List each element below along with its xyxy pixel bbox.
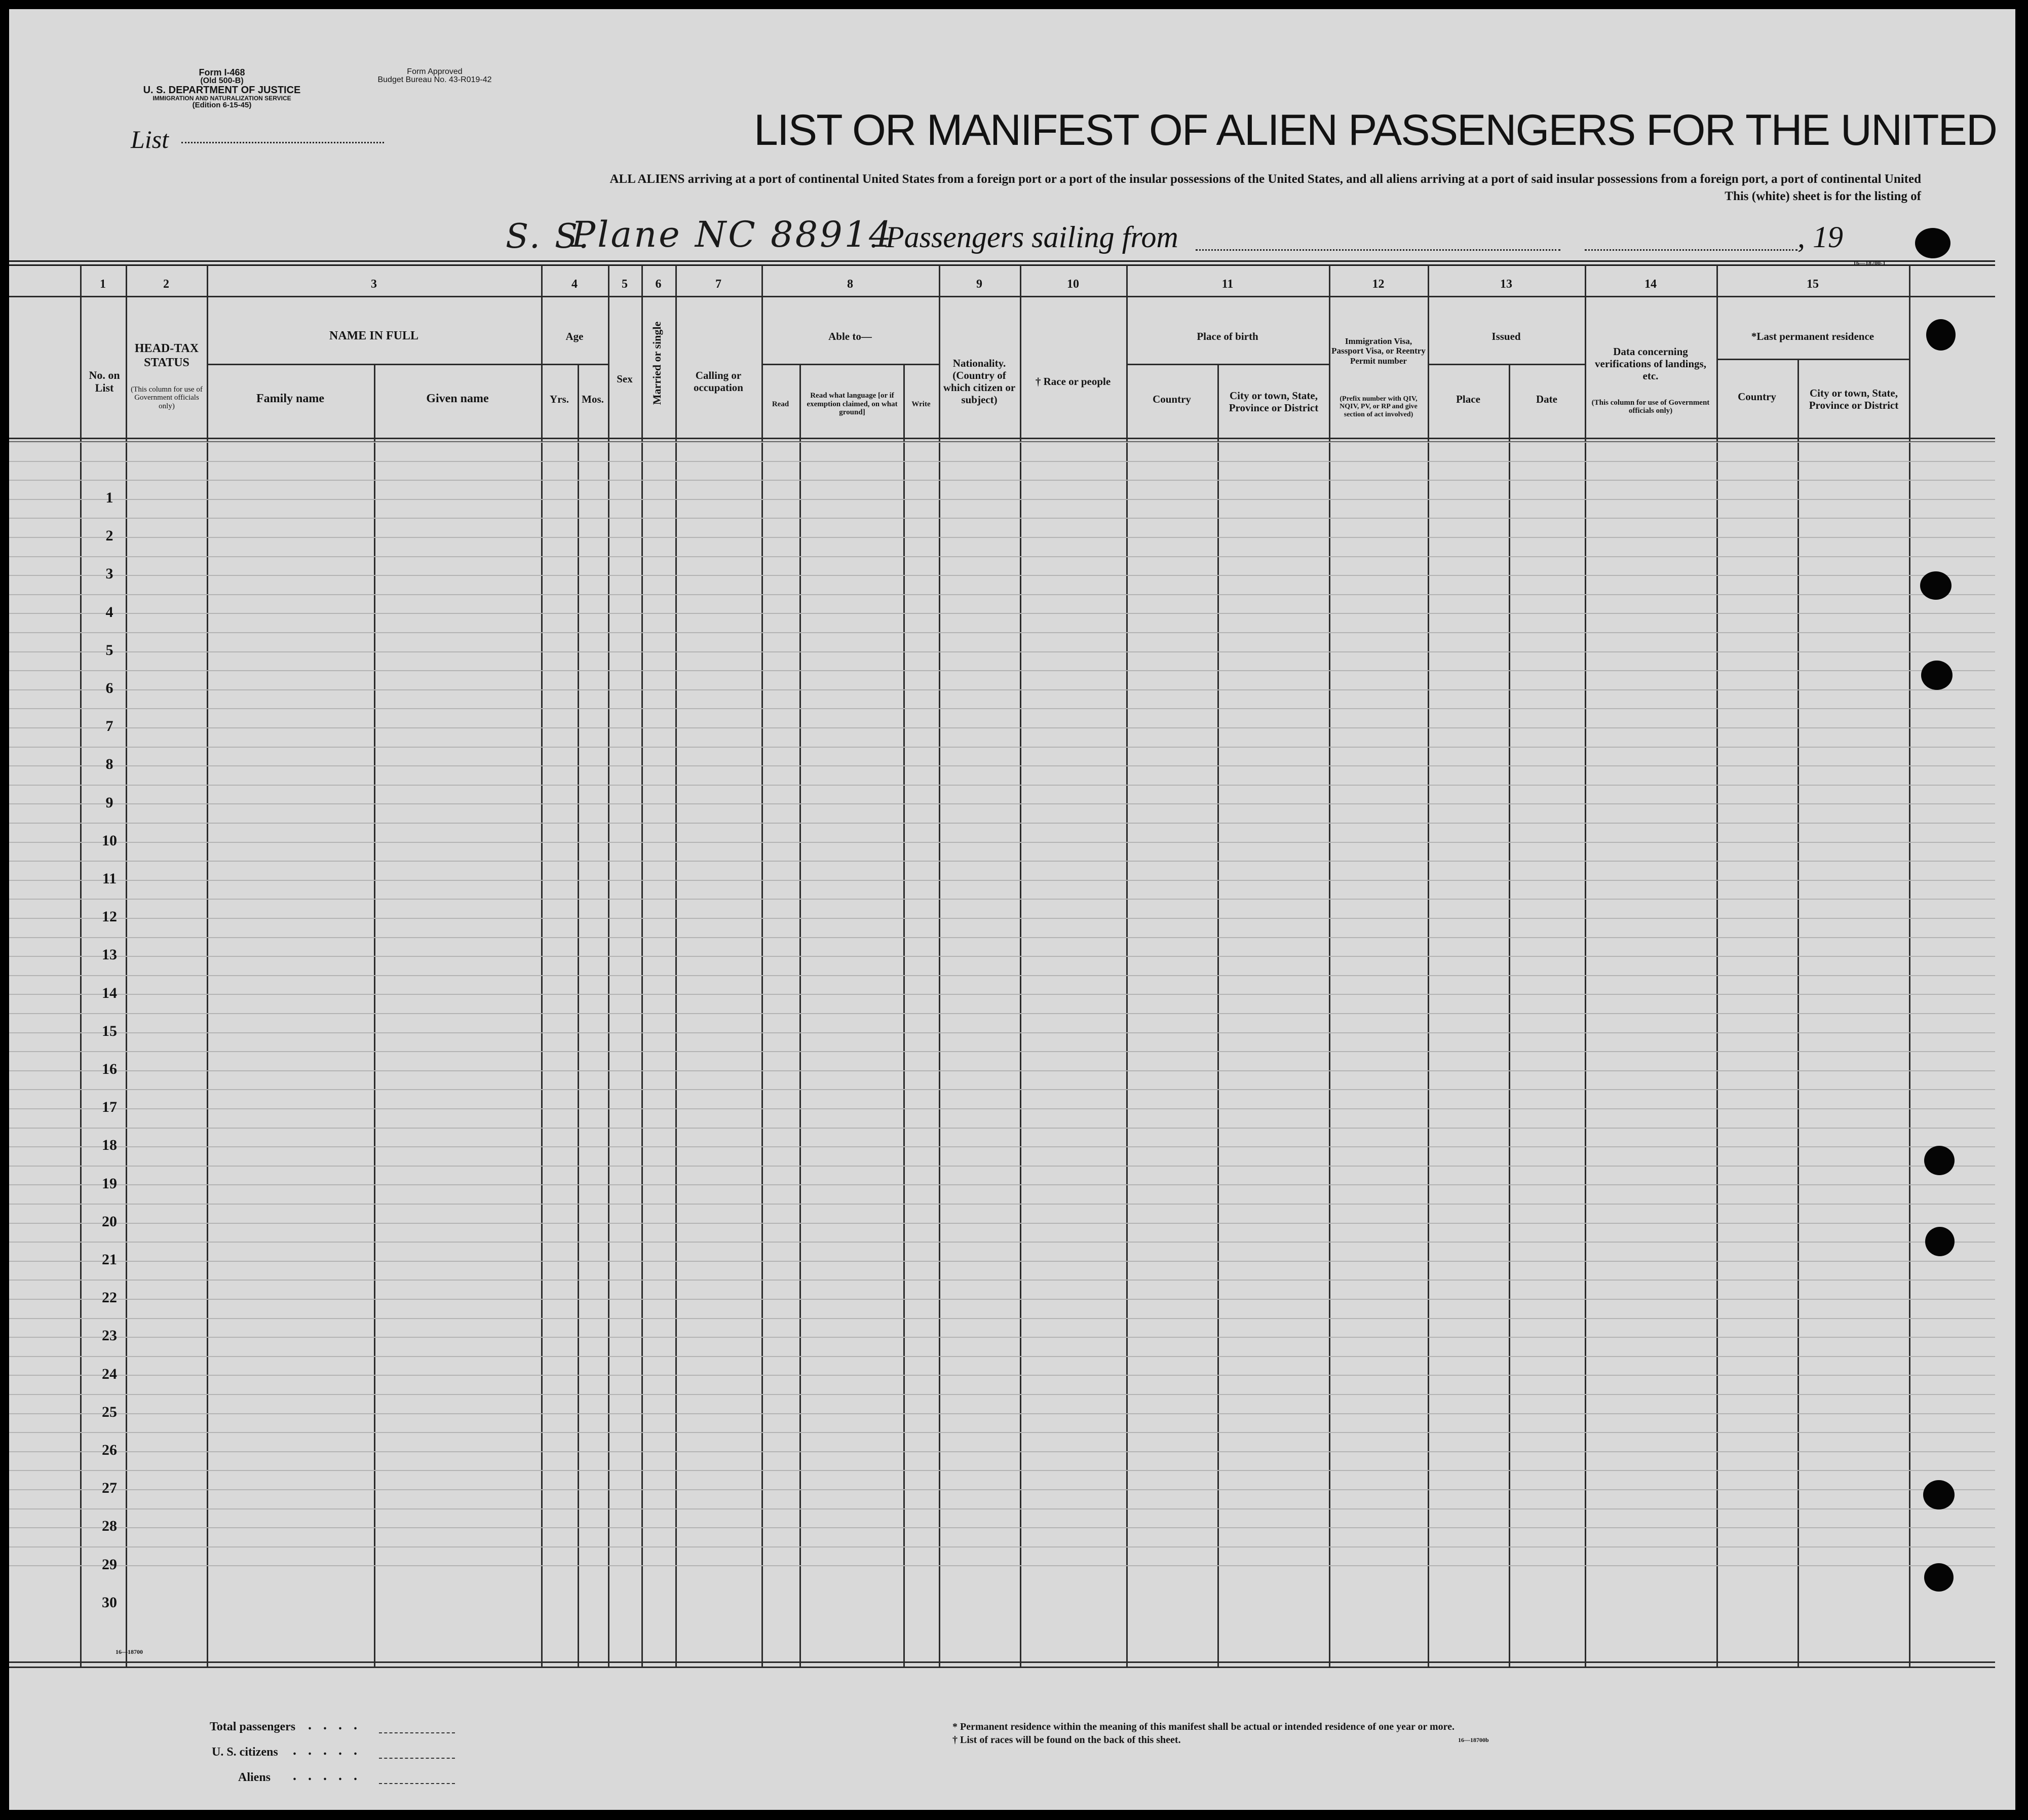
title-subline-1: ALL ALIENS arriving at a port of continental United States from a foreign port or a port of the insular possessions of the United States, and all aliens arriving at a port of said insular possessions from a foreign port, a port of continental United bbox=[609, 172, 1921, 186]
header-line bbox=[9, 296, 1995, 297]
ruled-line bbox=[9, 1070, 1995, 1071]
ruled-line bbox=[9, 899, 1995, 900]
col-line bbox=[1585, 265, 1586, 1668]
header-name-in-full: NAME IN FULL bbox=[329, 329, 418, 343]
ruled-line bbox=[9, 651, 1995, 652]
ruled-line bbox=[9, 727, 1995, 728]
col-line bbox=[80, 265, 82, 1668]
header-bottom-rule-2 bbox=[9, 264, 1995, 266]
row-number: 25 bbox=[102, 1404, 117, 1420]
ruled-line bbox=[9, 956, 1995, 957]
col-number-4: 4 bbox=[571, 278, 578, 291]
header-verifications-note: (This column for use of Government officials only) bbox=[1591, 398, 1710, 415]
ruled-line bbox=[9, 1128, 1995, 1129]
header-able-to: Able to— bbox=[828, 330, 872, 342]
header-bottom-line bbox=[9, 438, 1995, 439]
col-number-6: 6 bbox=[655, 278, 662, 291]
ruled-line bbox=[9, 1223, 1995, 1224]
ruled-line bbox=[9, 747, 1995, 748]
header-sub-line bbox=[761, 364, 939, 365]
row-number: 23 bbox=[102, 1327, 117, 1344]
header-residence-city: City or town, State, Province or District bbox=[1809, 386, 1899, 411]
ruled-line bbox=[9, 880, 1995, 881]
row-number: 11 bbox=[102, 870, 117, 887]
ruled-line bbox=[9, 823, 1995, 824]
col-number-12: 12 bbox=[1372, 278, 1385, 291]
punch-hole bbox=[1925, 1227, 1955, 1256]
ruled-line bbox=[9, 1337, 1995, 1338]
punch-hole bbox=[1921, 661, 1953, 690]
total-passengers-label: Total passengers bbox=[210, 1720, 296, 1733]
ruled-line bbox=[9, 1299, 1995, 1300]
row-number: 22 bbox=[102, 1289, 117, 1306]
ruled-line bbox=[9, 689, 1995, 690]
ruled-line bbox=[9, 1375, 1995, 1376]
row-number: 21 bbox=[102, 1251, 117, 1268]
col-line bbox=[374, 364, 375, 1668]
col-number-5: 5 bbox=[622, 278, 628, 291]
header-age-yrs: Yrs. bbox=[550, 393, 569, 405]
ruled-line bbox=[9, 708, 1995, 709]
title-subline-2: This (white) sheet is for the listing of bbox=[1725, 189, 1921, 203]
ruled-line bbox=[9, 1089, 1995, 1090]
total-passengers-dots: . . . . bbox=[308, 1717, 361, 1733]
ruled-line bbox=[9, 1565, 1995, 1566]
list-label: List bbox=[131, 125, 169, 153]
punch-hole bbox=[1926, 319, 1956, 351]
header-race: † Race or people bbox=[1035, 375, 1111, 388]
header-sub-line bbox=[207, 364, 608, 365]
col-line bbox=[1020, 265, 1021, 1668]
row-number: 2 bbox=[105, 527, 113, 544]
col-number-10: 10 bbox=[1067, 278, 1079, 291]
form-edition: (Edition 6-15-45) bbox=[192, 101, 252, 109]
header-last-residence: *Last permanent residence bbox=[1751, 330, 1874, 342]
col-line bbox=[1428, 265, 1429, 1668]
header-birth-city: City or town, State, Province or District bbox=[1229, 389, 1319, 414]
col-line bbox=[641, 265, 643, 1668]
col-line bbox=[1126, 265, 1128, 1668]
ruled-line bbox=[9, 575, 1995, 576]
header-write: Write bbox=[911, 400, 931, 408]
col-line bbox=[541, 265, 543, 1668]
aliens-line bbox=[379, 1783, 455, 1784]
ruled-line bbox=[9, 1356, 1995, 1357]
row-number: 28 bbox=[102, 1518, 117, 1534]
header-headtax: HEAD-TAX STATUS bbox=[134, 342, 199, 369]
header-place-of-birth: Place of birth bbox=[1197, 330, 1258, 342]
budget-bureau-number: Budget Bureau No. 43-R019-42 bbox=[377, 75, 492, 84]
header-visa-note: (Prefix number with QIV, NQIV, PV, or RP and give section of act involved) bbox=[1340, 395, 1418, 418]
col-line bbox=[1217, 364, 1219, 1668]
header-read: Read bbox=[772, 400, 789, 408]
col-line bbox=[903, 364, 905, 1668]
col-number-14: 14 bbox=[1644, 278, 1657, 291]
us-citizens-line bbox=[379, 1758, 455, 1759]
ruled-line bbox=[9, 594, 1995, 595]
header-sex: Sex bbox=[617, 372, 633, 385]
ruled-line bbox=[9, 1242, 1995, 1243]
header-family-name: Family name bbox=[256, 392, 324, 406]
header-sub-line bbox=[1126, 364, 1329, 365]
form-old-number: (Old 500-B) bbox=[200, 76, 244, 85]
ruled-line bbox=[9, 842, 1995, 843]
header-married-or-single: Married or single bbox=[651, 321, 663, 405]
col-number-13: 13 bbox=[1500, 278, 1512, 291]
col-line bbox=[578, 364, 579, 1668]
header-nationality: Nationality. (Country of which citizen or subject) bbox=[943, 357, 1016, 406]
ruled-line bbox=[9, 480, 1995, 481]
row-number: 15 bbox=[102, 1023, 117, 1039]
row-number: 30 bbox=[102, 1594, 117, 1611]
ruled-line bbox=[9, 1432, 1995, 1433]
ruled-line bbox=[9, 1527, 1995, 1528]
row-number: 26 bbox=[102, 1442, 117, 1458]
col-line bbox=[1329, 265, 1330, 1668]
row-number: 20 bbox=[102, 1213, 117, 1230]
table-bottom-code: 16—18700 bbox=[116, 1648, 143, 1655]
row-number: 12 bbox=[102, 908, 117, 925]
manifest-page bbox=[9, 9, 2015, 1810]
ruled-line bbox=[9, 765, 1995, 766]
ruled-line bbox=[9, 670, 1995, 671]
form-approved: Form Approved bbox=[407, 67, 463, 76]
total-passengers-line bbox=[379, 1732, 455, 1733]
col-line bbox=[608, 265, 609, 1668]
header-given-name: Given name bbox=[426, 392, 489, 406]
year-prefix: , 19 bbox=[1797, 220, 1843, 254]
ruled-line bbox=[9, 1546, 1995, 1547]
row-number: 8 bbox=[105, 756, 113, 772]
col-line bbox=[1509, 364, 1510, 1668]
row-number: 7 bbox=[105, 718, 113, 734]
col-number-11: 11 bbox=[1221, 278, 1234, 291]
col-line bbox=[675, 265, 677, 1668]
header-headtax-note: (This column for use of Government officials only) bbox=[131, 385, 203, 410]
col-line bbox=[761, 265, 763, 1668]
header-issued: Issued bbox=[1491, 330, 1521, 342]
aliens-label: Aliens bbox=[238, 1771, 271, 1784]
aliens-dots: . . . . . bbox=[293, 1768, 361, 1784]
col-number-3: 3 bbox=[371, 278, 377, 291]
header-read-language: Read what language [or if exemption claimed, on what ground] bbox=[807, 392, 898, 417]
ruled-line bbox=[9, 1508, 1995, 1509]
department-name: U. S. DEPARTMENT OF JUSTICE bbox=[143, 85, 301, 96]
ruled-line bbox=[9, 537, 1995, 538]
col-number-2: 2 bbox=[163, 278, 169, 291]
header-issued-place: Place bbox=[1456, 393, 1480, 405]
ruled-line bbox=[9, 1318, 1995, 1319]
col-line bbox=[799, 364, 801, 1668]
footnote-permanent-residence: * Permanent residence within the meaning of this manifest shall be actual or intended residence of one year or more. bbox=[952, 1721, 1455, 1732]
passengers-sailing-from-label: . Passengers sailing from bbox=[870, 220, 1178, 254]
row-number: 6 bbox=[105, 680, 113, 696]
corner-code: 16—18700-1 bbox=[1853, 259, 1886, 266]
sailing-from-line bbox=[1196, 249, 1560, 251]
row-number: 5 bbox=[105, 642, 113, 659]
ruled-line bbox=[9, 1051, 1995, 1052]
col-line bbox=[939, 265, 940, 1668]
ruled-line bbox=[9, 1280, 1995, 1281]
footnote-race-list: † List of races will be found on the back of this sheet. bbox=[952, 1734, 1181, 1746]
row-number: 27 bbox=[102, 1480, 117, 1496]
punch-hole bbox=[1923, 1480, 1955, 1509]
header-bottom-rule bbox=[9, 260, 1995, 262]
ruled-line bbox=[9, 613, 1995, 614]
table-bottom-line-2 bbox=[9, 1667, 1995, 1668]
ruled-line bbox=[9, 556, 1995, 557]
col-number-15: 15 bbox=[1807, 278, 1819, 291]
col-line bbox=[1909, 265, 1910, 1668]
ruled-line bbox=[9, 518, 1995, 519]
row-number: 14 bbox=[102, 985, 117, 1001]
col-line bbox=[1716, 265, 1718, 1668]
row-number: 19 bbox=[102, 1175, 117, 1192]
us-citizens-label: U. S. citizens bbox=[212, 1746, 278, 1759]
manifest-title: LIST OR MANIFEST OF ALIEN PASSENGERS FOR THE UNITED bbox=[754, 106, 1997, 154]
row-number: 4 bbox=[105, 604, 113, 621]
ruled-line bbox=[9, 803, 1995, 804]
header-residence-country: Country bbox=[1738, 390, 1776, 403]
ruled-line bbox=[9, 1108, 1995, 1109]
row-number: 13 bbox=[102, 946, 117, 963]
form-id-block bbox=[110, 68, 333, 109]
ruled-line bbox=[9, 1204, 1995, 1205]
form-number: Form I-468 bbox=[199, 67, 245, 78]
ruled-line bbox=[9, 1470, 1995, 1471]
row-number: 24 bbox=[102, 1366, 117, 1382]
header-visa: Immigration Visa, Passport Visa, or Reentry Permit number bbox=[1331, 336, 1426, 366]
row-number: 18 bbox=[102, 1137, 117, 1153]
ruled-line bbox=[9, 785, 1995, 786]
col-number-9: 9 bbox=[976, 278, 982, 291]
ruled-line bbox=[9, 1451, 1995, 1452]
header-age: Age bbox=[565, 330, 584, 342]
row-number: 3 bbox=[105, 565, 113, 582]
row-number: 16 bbox=[102, 1061, 117, 1077]
ruled-line bbox=[9, 1146, 1995, 1147]
ruled-line bbox=[9, 861, 1995, 862]
row-number: 10 bbox=[102, 832, 117, 849]
form-approval-block bbox=[354, 68, 516, 84]
ruled-line bbox=[9, 499, 1995, 500]
table-bottom-line bbox=[9, 1661, 1995, 1663]
service-name: IMMIGRATION AND NATURALIZATION SERVICE bbox=[152, 95, 291, 102]
sailing-date-line bbox=[1585, 249, 1797, 251]
ruled-line bbox=[9, 1394, 1995, 1395]
ruled-line bbox=[9, 632, 1995, 633]
row-number: 29 bbox=[102, 1556, 117, 1573]
ruled-line bbox=[9, 461, 1995, 462]
row-number: 1 bbox=[105, 489, 113, 506]
ruled-line bbox=[9, 1166, 1995, 1167]
row-number: 9 bbox=[105, 794, 113, 811]
header-verifications: Data concerning verifications of landings, etc. bbox=[1595, 345, 1706, 382]
punch-hole bbox=[1915, 228, 1950, 258]
header-birth-country: Country bbox=[1153, 393, 1191, 405]
punch-hole bbox=[1924, 1563, 1954, 1592]
col-number-1: 1 bbox=[100, 278, 106, 291]
punch-hole bbox=[1920, 571, 1952, 600]
ruled-line bbox=[9, 1261, 1995, 1262]
ruled-line bbox=[9, 1013, 1995, 1014]
ruled-line bbox=[9, 994, 1995, 995]
vessel-name-handwritten: Plane NC 88914 bbox=[571, 214, 894, 255]
ruled-line bbox=[9, 918, 1995, 919]
ruled-line bbox=[9, 1184, 1995, 1185]
punch-hole bbox=[1924, 1146, 1955, 1175]
col-number-8: 8 bbox=[847, 278, 853, 291]
us-citizens-dots: . . . . . bbox=[293, 1742, 361, 1758]
ruled-line bbox=[9, 975, 1995, 976]
header-sub-line bbox=[1716, 359, 1909, 360]
col-line bbox=[207, 265, 208, 1668]
ruled-line bbox=[9, 442, 1995, 443]
ruled-line bbox=[9, 1032, 1995, 1033]
header-sub-line bbox=[1428, 364, 1585, 365]
ruled-line bbox=[9, 1489, 1995, 1490]
ruled-line bbox=[9, 937, 1995, 938]
row-number: 17 bbox=[102, 1099, 117, 1115]
vessel-prefix: S. S. bbox=[506, 217, 591, 256]
list-number-line bbox=[181, 142, 384, 143]
ruled-line bbox=[9, 1413, 1995, 1414]
footnote-code: 16—18700b bbox=[1458, 1736, 1489, 1744]
header-calling: Calling or occupation bbox=[693, 369, 743, 394]
header-no-on-list: No. on List bbox=[89, 368, 120, 394]
header-age-mos: Mos. bbox=[582, 393, 604, 405]
col-number-7: 7 bbox=[715, 278, 721, 291]
header-issued-date: Date bbox=[1536, 393, 1557, 405]
